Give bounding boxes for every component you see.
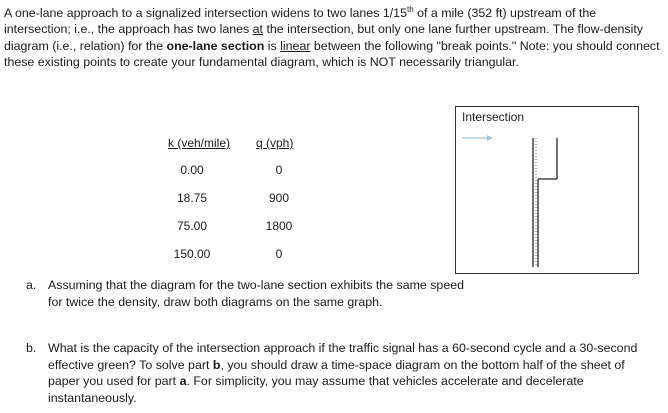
bold-one-lane-section: one-lane section — [166, 38, 265, 53]
part-b-text-2: , you should draw a time-space diagram on the bottom half of the sheet of paper you used for part — [48, 357, 625, 388]
k-value: 75.00 — [176, 219, 208, 233]
bold-a: a — [179, 374, 187, 388]
q-value: 1800 — [265, 219, 293, 233]
q-value: 0 — [275, 247, 283, 261]
intro-text-1: A one-lane approach to a signalized intersection widens to two lanes 1/15 — [4, 6, 407, 21]
table-row — [168, 191, 328, 207]
intro-text-2: of a mile (352 ft) upstream of the intersection; i.e., the approach has two lanes — [4, 6, 597, 37]
intro-text-5: between the following "break points." Note: you should connect these existing points to create your fundamental diagram, which is NOT necessarily triangular. — [4, 38, 660, 70]
intro-text-4: is — [264, 38, 281, 53]
bold-b: b — [212, 357, 221, 372]
intersection-label: Intersection — [462, 110, 525, 124]
superscript-th: th — [406, 5, 414, 14]
underlined-at: at — [252, 22, 263, 37]
part-b-marker: b. — [26, 341, 37, 355]
table-row — [168, 219, 328, 235]
lane-drawing — [456, 107, 640, 275]
table-row — [168, 247, 328, 263]
part-a — [26, 277, 468, 310]
k-column-header: k (veh/mile) — [168, 136, 231, 150]
intro-text-3: the intersection, but only one lane further upstream. The flow-density diagram (i.e., relation) for the — [4, 22, 643, 53]
intersection-diagram — [455, 106, 639, 274]
k-value: 0.00 — [180, 163, 204, 177]
q-column-header: q (vph) — [256, 136, 294, 150]
q-value: 900 — [268, 191, 290, 205]
k-value: 18.75 — [176, 191, 208, 205]
q-value: 0 — [275, 163, 283, 177]
table-row — [168, 163, 328, 179]
part-a-text: Assuming that the diagram for the two-lane section exhibits the same speed for twice the density, draw both diagrams on the same graph. — [48, 278, 464, 309]
k-value: 150.00 — [173, 247, 211, 261]
problem-statement — [4, 2, 664, 70]
part-b — [26, 340, 656, 406]
part-b-text-1: What is the capacity of the intersection approach if the traffic signal has a 60-second cycle and a 30-second effective green? To solve part — [48, 341, 638, 372]
part-a-marker: a. — [26, 278, 37, 292]
traffic-direction-arrow-head — [487, 135, 493, 141]
part-b-text-3: . For simplicity, you may assume that vehicles accelerate and decelerate instantaneously. — [48, 374, 584, 405]
underlined-linear: linear — [280, 38, 311, 53]
